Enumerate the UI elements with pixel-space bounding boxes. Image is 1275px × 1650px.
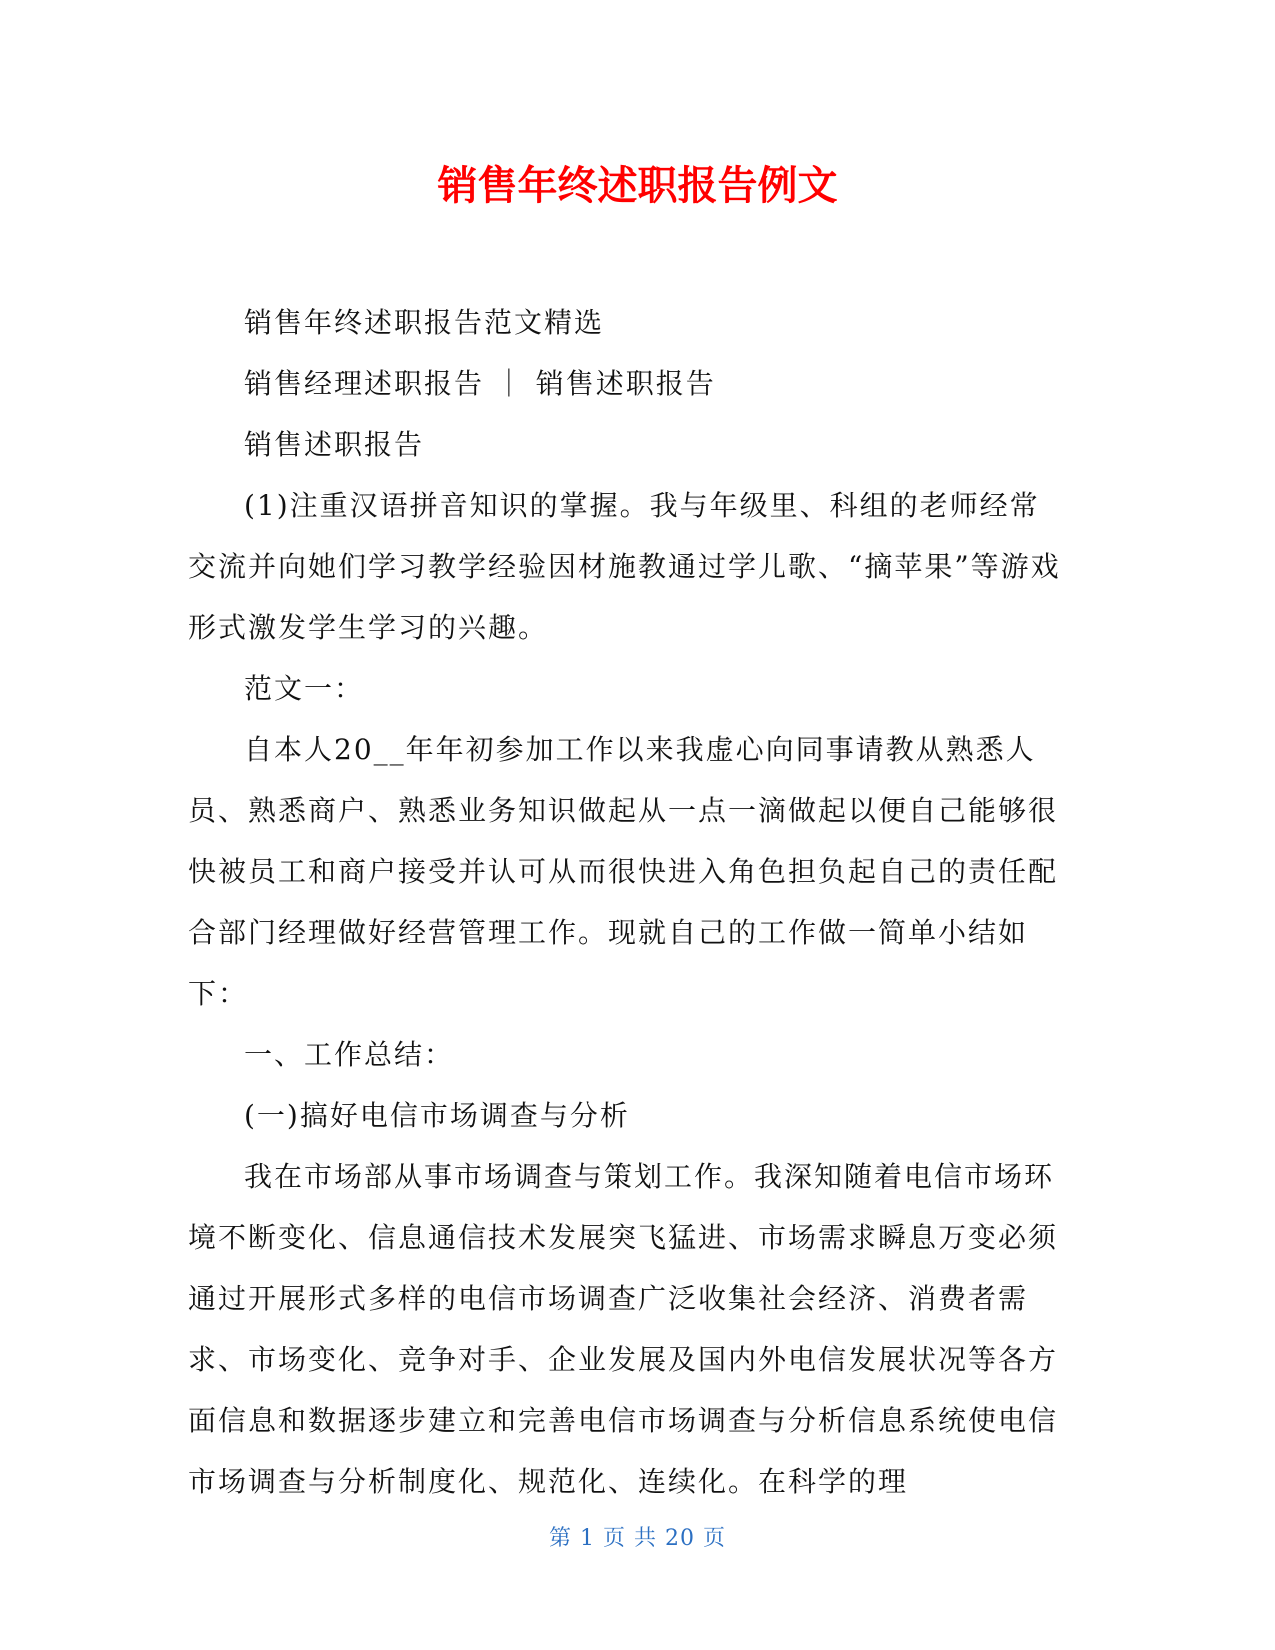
footer-total-label: 共: [634, 1526, 658, 1551]
paragraph-pinyin: (1)注重汉语拼音知识的掌握。我与年级里、科组的老师经常交流并向她们学习教学经验因材施教通过学儿歌、“摘苹果”等游戏形式激发学生学习的兴趣。: [188, 489, 1061, 644]
footer-total-unit: 页: [703, 1526, 727, 1551]
paragraph-heading: 销售述职报告: [244, 428, 425, 461]
footer-total-pages: 20: [665, 1526, 696, 1551]
footer-page-number: 1: [579, 1526, 595, 1551]
page-footer: [0, 1524, 1275, 1554]
footer-page-unit: 页: [602, 1526, 626, 1551]
paragraph-sample-one: 范文一：: [244, 672, 365, 705]
paragraph-section-one: 一、工作总结：: [244, 1038, 455, 1071]
paragraph-related-links: 销售经理述职报告 ｜ 销售述职报告: [244, 367, 716, 400]
paragraph-market-research: 我在市场部从事市场调查与策划工作。我深知随着电信市场环境不断变化、信息通信技术发展突飞猛进、市场需求瞬息万变必须通过开展形式多样的电信市场调查广泛收集社会经济、消费者需求、市场变化、竞争对手、企业发展及国内外电信发展状况等各方面信息和数据逐步建立和完善电信市场调查与分析信息系统使电信市场调查与分析制度化、规范化、连续化。在科学的理: [188, 1160, 1059, 1498]
paragraph-intro: 自本人20__年年初参加工作以来我虚心向同事请教从熟悉人员、熟悉商户、熟悉业务知识做起从一点一滴做起以便自己能够很快被员工和商户接受并认可从而很快进入角色担负起自己的责任配合部门经理做好经营管理工作。现就自己的工作做一简单小结如下：: [188, 733, 1059, 1010]
paragraph-subtitle: 销售年终述职报告范文精选: [244, 306, 605, 339]
footer-page-label: 第: [548, 1526, 572, 1551]
document-title: 销售年终述职报告例文: [437, 163, 838, 209]
document-body: [188, 292, 1068, 1512]
paragraph-subsection-one: (一)搞好电信市场调查与分析: [244, 1099, 630, 1132]
